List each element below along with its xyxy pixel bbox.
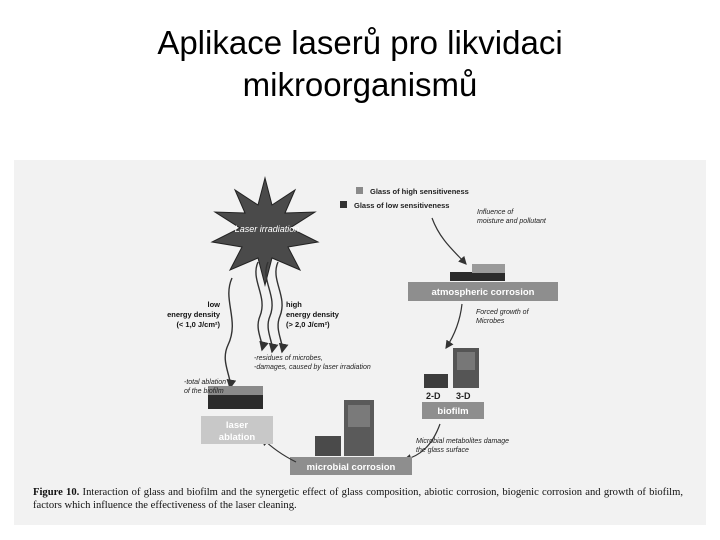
high-energy-line-3: (> 2,0 J/cm²) — [286, 320, 330, 329]
label-3d: 3-D — [456, 391, 471, 401]
laser-ablation-label-2: ablation — [218, 432, 256, 443]
high-energy-line-2: energy density — [286, 310, 339, 319]
influence-label-1: Influence of — [477, 209, 514, 216]
microbial-label: microbial corrosion — [306, 462, 396, 473]
atmospheric-sample-base — [450, 272, 505, 281]
low-energy-line-1: low — [207, 300, 220, 309]
beam-high-1 — [256, 262, 262, 350]
atmospheric-sample-layer — [472, 264, 505, 273]
legend-swatch-high — [356, 187, 363, 194]
forced-label-2: Microbes — [476, 318, 505, 325]
microbial-sample-texture — [348, 405, 370, 427]
influence-label-2: moisture and pollutant — [477, 218, 546, 225]
figure-caption — [33, 486, 683, 512]
legend-high-label: Glass of high sensitiveness — [370, 187, 469, 196]
biofilm-label: biofilm — [437, 406, 469, 417]
laser-ablation-label-1: laser — [225, 420, 249, 431]
residues-label-2: -damages, caused by laser irradiation — [254, 364, 371, 371]
low-energy-line-2: energy density — [167, 310, 220, 319]
legend-low-label: Glass of low sensitiveness — [354, 201, 450, 210]
biofilm-3d-texture — [457, 352, 475, 370]
metabolites-label-1: Microbial metabolites damage — [416, 438, 509, 445]
legend-swatch-low — [340, 201, 347, 208]
arrow-to-biofilm — [446, 304, 462, 348]
slide-title-line-2: mikroorganismů — [242, 66, 478, 103]
beam-high-3 — [276, 262, 282, 352]
arrow-to-atmospheric — [432, 218, 466, 264]
low-energy-line-3: (< 1,0 J/cm²) — [176, 320, 220, 329]
residues-label-1: -residues of microbes, — [254, 355, 323, 362]
biofilm-2d-sample — [424, 374, 448, 388]
caption-label: Figure 10. — [33, 487, 80, 498]
high-energy-line-1: high — [286, 300, 302, 309]
slide-title-line-1: Aplikace laserů pro likvidaci — [157, 24, 563, 61]
metabolites-label-2: the glass surface — [416, 447, 469, 454]
low-energy-label — [167, 300, 221, 329]
burst-label: Laser irradiation — [234, 224, 300, 234]
total-ablation-label-1: -total ablation — [184, 379, 227, 386]
forced-label-1: Forced growth of — [476, 309, 529, 316]
total-ablation-label-2: of the biofilm — [184, 388, 224, 395]
beam-low-energy — [225, 278, 232, 388]
label-2d: 2-D — [426, 391, 441, 401]
caption-text: Interaction of glass and biofilm and the synergetic effect of glass composition, abiotic corrosion, biogenic corrosion and growth of biofilm, factors which influence the effectiveness of the laser cleaning. — [33, 487, 683, 511]
high-energy-label — [286, 300, 340, 329]
atmospheric-label: atmospheric corrosion — [431, 287, 535, 298]
ablation-sample-base — [208, 395, 263, 409]
microbial-sample-left — [315, 436, 341, 456]
